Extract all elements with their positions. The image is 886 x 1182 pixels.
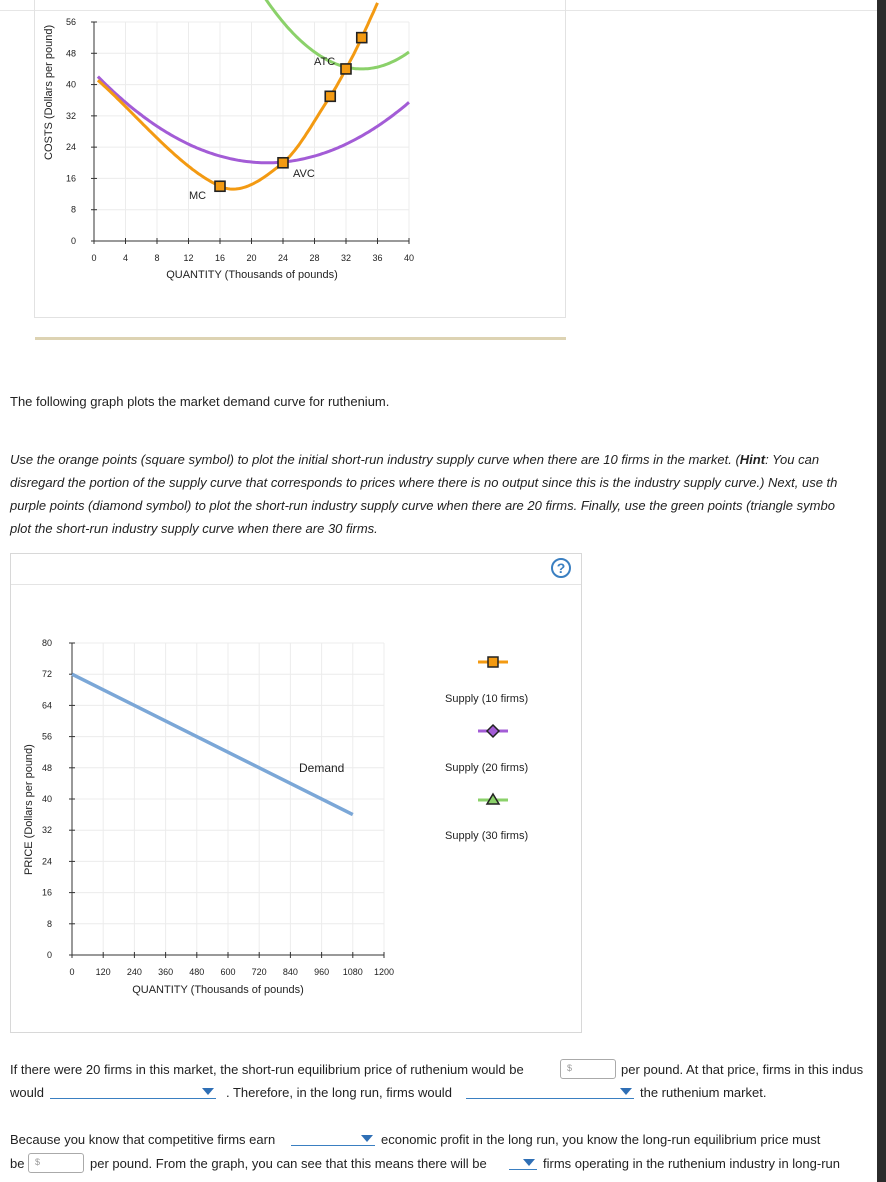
- demand-y-tick-label: 48: [41, 762, 52, 773]
- cost-y-tick-label: 24: [65, 142, 76, 153]
- demand-x-tick-label: 0: [69, 967, 75, 977]
- profit-loss-dropdown[interactable]: [50, 1086, 216, 1099]
- legend-label-10: Supply (10 firms): [445, 693, 529, 705]
- demand-y-tick-label: 40: [41, 794, 52, 804]
- intro-text: The following graph plots the market demand curve for ruthenium.: [10, 394, 390, 409]
- section-separator: [35, 337, 566, 340]
- demand-y-tick-label: 0: [46, 950, 52, 960]
- legend-label-20: Supply (20 firms): [445, 762, 529, 774]
- avc-curve: [98, 77, 409, 163]
- demand-x-tick-label: 240: [126, 967, 142, 977]
- q1-text-a: If there were 20 firms in this market, the short-run equilibrium price of ruthenium would be: [10, 1062, 524, 1077]
- q1-text-c: would: [10, 1085, 44, 1100]
- demand-x-tick-label: 360: [158, 967, 174, 977]
- q2-text-d: per pound. From the graph, you can see that this means there will be: [90, 1156, 487, 1171]
- demand-y-tick-label: 72: [41, 669, 52, 680]
- long-run-price-input[interactable]: $: [28, 1153, 84, 1173]
- chevron-down-icon: [202, 1088, 214, 1095]
- demand-x-tick-label: 1200: [373, 967, 395, 977]
- demand-x-tick-label: 120: [95, 967, 111, 977]
- cost-curves-chart: [0, 0, 430, 290]
- cost-y-tick-label: 32: [65, 110, 76, 121]
- atc-label: ATC: [314, 56, 336, 68]
- demand-chart[interactable]: [10, 620, 410, 1000]
- q2-text-c: be: [10, 1156, 25, 1171]
- cost-x-tick-label: 28: [309, 253, 320, 263]
- instr-pre: Use the orange points (square symbol) to plot the initial short-run industry supply curve when there are 10 firms in the market. (: [10, 452, 740, 467]
- demand-xlabel: QUANTITY (Thousands of pounds): [132, 984, 304, 996]
- cost-xlabel: QUANTITY (Thousands of pounds): [166, 269, 338, 281]
- demand-y-tick-label: 24: [41, 856, 52, 867]
- q2-text-a: Because you know that competitive firms earn: [10, 1132, 276, 1147]
- instructions-line-4: plot the short-run industry supply curve when there are 30 firms.: [10, 521, 378, 536]
- q1-text-e: the ruthenium market.: [640, 1085, 767, 1100]
- legend-square-tool[interactable]: [476, 654, 510, 670]
- cost-y-tick-label: 16: [65, 173, 76, 184]
- instr-post: : You can: [765, 452, 820, 467]
- cost-point: [341, 64, 351, 74]
- cost-x-tick-label: 4: [122, 253, 129, 263]
- cost-y-tick-label: 56: [65, 17, 76, 27]
- chevron-down-icon: [361, 1135, 373, 1142]
- cost-point: [325, 91, 335, 101]
- cost-x-tick-label: 16: [214, 253, 226, 263]
- hint-label: Hint: [739, 452, 766, 467]
- chevron-down-icon: [620, 1088, 632, 1095]
- legend-label-30: Supply (30 firms): [445, 830, 529, 842]
- cost-x-tick-label: 36: [372, 253, 383, 263]
- demand-y-tick-label: 56: [41, 731, 52, 742]
- avc-label: AVC: [293, 168, 315, 180]
- help-icon[interactable]: ?: [551, 558, 571, 578]
- demand-curve: [72, 674, 353, 814]
- demand-x-tick-label: 960: [314, 967, 330, 977]
- cost-x-tick-label: 0: [91, 253, 97, 263]
- legend-triangle-tool[interactable]: [476, 791, 510, 807]
- cost-y-tick-label: 48: [65, 48, 76, 59]
- demand-y-tick-label: 32: [41, 825, 52, 836]
- q1-text-d: . Therefore, in the long run, firms would: [226, 1085, 452, 1100]
- demand-y-tick-label: 80: [41, 638, 52, 648]
- demand-x-tick-label: 840: [282, 967, 298, 977]
- window-edge: [877, 0, 886, 1182]
- long-run-profit-dropdown[interactable]: [291, 1133, 375, 1146]
- chevron-down-icon: [523, 1159, 535, 1166]
- demand-y-tick-label: 64: [41, 700, 52, 711]
- cost-point: [278, 158, 288, 168]
- cost-ylabel: COSTS (Dollars per pound): [43, 24, 55, 160]
- cost-y-tick-label: 40: [65, 79, 76, 90]
- cost-point: [215, 181, 225, 191]
- demand-y-tick-label: 16: [41, 887, 52, 898]
- demand-x-tick-label: 1080: [342, 967, 363, 977]
- demand-x-tick-label: 600: [220, 967, 236, 977]
- demand-label: Demand: [299, 761, 345, 775]
- instructions-line-3: purple points (diamond symbol) to plot the short-run industry supply curve when there are 20 firms. Finally, use the green points (triangle symbo: [10, 498, 835, 513]
- q1-text-b: per pound. At that price, firms in this indus: [621, 1062, 864, 1077]
- enter-exit-dropdown[interactable]: [466, 1086, 634, 1099]
- demand-y-tick-label: 8: [46, 918, 52, 929]
- demand-x-tick-label: 480: [189, 967, 205, 977]
- instructions-line-1: [10, 451, 819, 468]
- mc-label: MC: [189, 190, 207, 202]
- q2-text-b: economic profit in the long run, you know the long-run equilibrium price must: [381, 1132, 821, 1147]
- panel-header: [11, 554, 581, 585]
- cost-point: [357, 33, 367, 43]
- cost-x-tick-label: 40: [403, 253, 415, 263]
- firm-count-dropdown[interactable]: [509, 1157, 537, 1170]
- cost-x-tick-label: 8: [154, 253, 160, 263]
- q2-text-e: firms operating in the ruthenium industry in long-run: [543, 1156, 840, 1171]
- instructions-line-2: disregard the portion of the supply curve that corresponds to prices where there is no output since this is the industry supply curve.) Next, use th: [10, 475, 838, 490]
- cost-x-tick-label: 32: [340, 253, 352, 263]
- cost-y-tick-label: 0: [70, 236, 76, 246]
- cost-y-tick-label: 8: [70, 204, 76, 215]
- cost-x-tick-label: 20: [246, 253, 257, 263]
- cost-x-tick-label: 12: [183, 253, 194, 263]
- demand-ylabel: PRICE (Dollars per pound): [23, 744, 35, 875]
- equilibrium-price-input[interactable]: $: [560, 1059, 616, 1079]
- cost-x-tick-label: 24: [277, 253, 289, 263]
- legend: [440, 650, 570, 850]
- demand-x-tick-label: 720: [251, 967, 267, 977]
- legend-diamond-tool[interactable]: [476, 723, 510, 739]
